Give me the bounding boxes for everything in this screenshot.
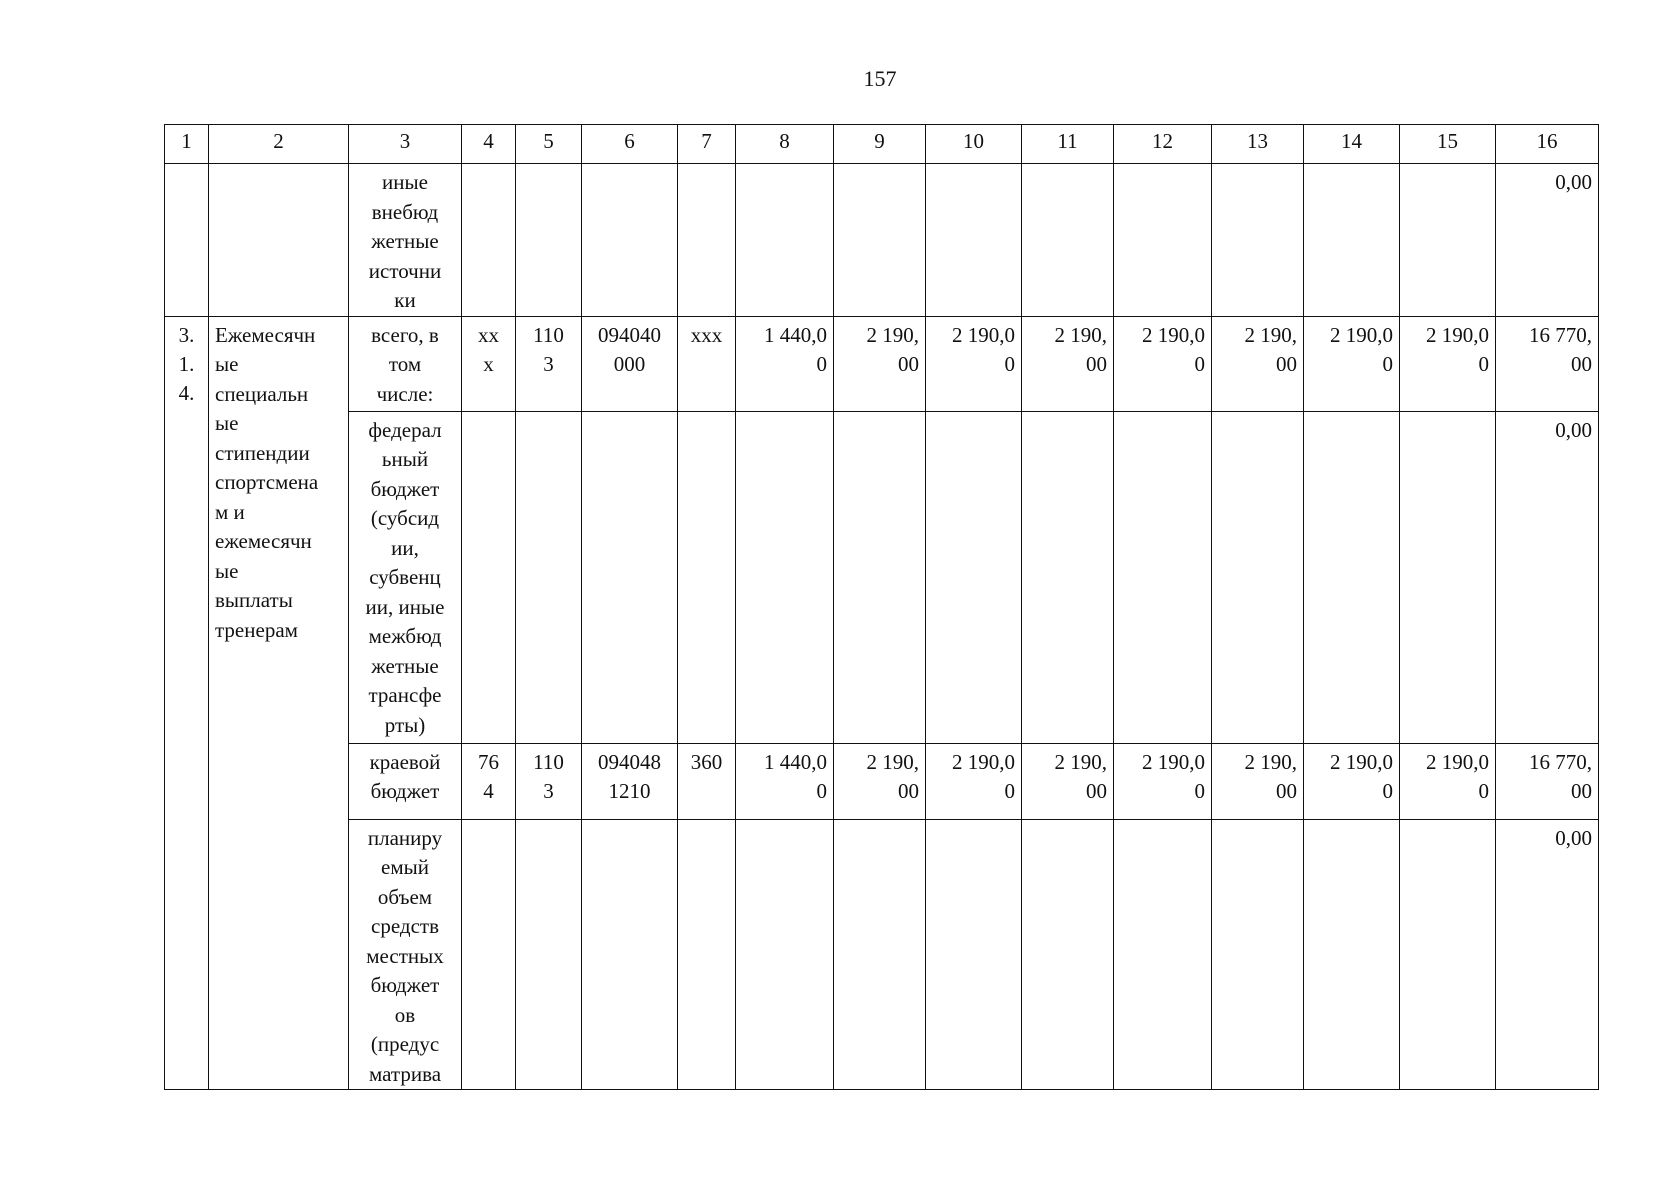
- cell-text-line: местных: [366, 943, 444, 968]
- cell-text-line: специальн: [215, 381, 309, 406]
- source-label: [349, 164, 462, 317]
- cell-text-line: 2 190,0: [1426, 322, 1489, 347]
- header-cell: 14: [1304, 125, 1400, 164]
- total-cell: 0,00: [1496, 411, 1599, 743]
- cell-text-line: 00: [898, 779, 919, 803]
- cell-text-line: 76: [478, 749, 499, 774]
- cell-text-line: жетные: [371, 229, 439, 253]
- cell-text-line: 110: [533, 749, 564, 774]
- value-cell: [1496, 316, 1599, 411]
- cell-text-line: ьный: [381, 447, 429, 471]
- cell-text-line: 3: [543, 779, 554, 803]
- cell-text-line: 2 190,: [1054, 322, 1107, 347]
- value-cell: [678, 316, 736, 411]
- cell-text-line: 110: [533, 322, 564, 347]
- value-cell: [926, 743, 1022, 819]
- header-cell: 15: [1400, 125, 1496, 164]
- header-cell: 3: [349, 125, 462, 164]
- header-cell: 1: [165, 125, 209, 164]
- value-cell: [834, 316, 926, 411]
- cell-text-line: межбюд: [368, 624, 442, 648]
- cell-text-line: 0: [1194, 352, 1205, 376]
- cell-text-line: 3: [543, 352, 554, 376]
- cell-text-line: ые: [215, 352, 239, 376]
- cell-text-line: 1.: [178, 351, 195, 376]
- value-cell: [1212, 316, 1304, 411]
- cell-text-line: 2 190,0: [1142, 322, 1205, 347]
- cell-text-line: 2 190,0: [1330, 322, 1393, 347]
- cell-text-line: источни: [368, 258, 442, 283]
- cell-text-line: 2 190,: [866, 322, 919, 347]
- table-row-local: [165, 819, 1599, 1090]
- cell-text-line: 094048: [598, 749, 661, 774]
- value-cell: [582, 316, 678, 411]
- cell-text-line: 16 770,: [1529, 322, 1592, 347]
- cell-text-line: 1 440,0: [764, 749, 827, 774]
- header-cell: 4: [462, 125, 516, 164]
- value-cell: [582, 743, 678, 819]
- source-label: [349, 743, 462, 819]
- value-cell: [1304, 316, 1400, 411]
- value-cell: [834, 743, 926, 819]
- value-cell: [1022, 316, 1114, 411]
- total-cell: 0,00: [1496, 819, 1599, 1090]
- cell-text-line: 2 190,0: [952, 749, 1015, 774]
- header-cell: 6: [582, 125, 678, 164]
- budget-table: [164, 124, 1599, 1090]
- total-cell: 0,00: [1496, 164, 1599, 317]
- cell-text-line: 00: [1086, 779, 1107, 803]
- cell-text-line: 0: [1004, 352, 1015, 376]
- cell-text-line: Ежемесячн: [215, 322, 316, 347]
- cell-text-line: 0: [816, 779, 827, 803]
- cell-text-line: ов: [394, 1002, 416, 1027]
- cell-text-line: 0: [1194, 779, 1205, 803]
- value-cell: [1114, 743, 1212, 819]
- cell-text-line: средств: [371, 914, 439, 938]
- cell-text-line: том: [388, 352, 422, 376]
- cell-text-line: бюджет: [370, 779, 440, 803]
- cell-text-line: (субсид: [370, 506, 440, 530]
- cell-text-line: спортсмена: [215, 470, 319, 494]
- item-index: [165, 316, 209, 1090]
- value-cell: [1496, 743, 1599, 819]
- page-number: 157: [863, 66, 897, 91]
- value-cell: [1304, 743, 1400, 819]
- table-row-federal: [165, 411, 1599, 743]
- value-cell: [1212, 743, 1304, 819]
- cell-text-line: 4.: [178, 380, 195, 405]
- value-cell: [926, 316, 1022, 411]
- cell-text-line: выплаты: [215, 588, 293, 612]
- cell-text-line: 00: [1276, 779, 1297, 803]
- cell-text-line: объем: [377, 884, 433, 909]
- cell-text-line: х: [483, 352, 494, 376]
- table-row-other-sources: [165, 164, 1599, 317]
- cell-text-line: хх: [478, 322, 499, 347]
- value-cell: [462, 743, 516, 819]
- cell-text-line: трансфе: [368, 683, 442, 707]
- cell-text-line: иные: [382, 170, 428, 194]
- value-cell: [736, 316, 834, 411]
- cell-text-line: 0: [1382, 779, 1393, 803]
- cell-text-line: 00: [1086, 352, 1107, 376]
- cell-text-line: внебюд: [371, 199, 439, 224]
- source-label: [349, 411, 462, 743]
- value-cell: [678, 743, 736, 819]
- cell-text-line: м и: [215, 499, 245, 524]
- cell-text-line: 0: [1382, 352, 1393, 376]
- value-cell: [1022, 743, 1114, 819]
- table-row-total: [165, 316, 1599, 411]
- cell-text-line: 00: [1571, 779, 1592, 803]
- cell-text-line: 2 190,0: [1142, 749, 1205, 774]
- cell-text-line: планиру: [367, 825, 443, 850]
- header-cell: 11: [1022, 125, 1114, 164]
- header-cell: 12: [1114, 125, 1212, 164]
- cell-text-line: 1 440,0: [764, 322, 827, 347]
- header-cell: 2: [209, 125, 349, 164]
- cell-text-line: 0: [816, 352, 827, 376]
- cell-text-line: 3.: [178, 322, 195, 347]
- source-label: [349, 819, 462, 1090]
- cell-text-line: ии,: [391, 535, 419, 560]
- cell-text-line: 00: [898, 352, 919, 376]
- cell-text-line: 2 190,: [1244, 749, 1297, 774]
- cell-text-line: бюджет: [370, 476, 440, 501]
- table-row-regional: [165, 743, 1599, 819]
- cell-text-line: 00: [1276, 352, 1297, 376]
- header-cell: 9: [834, 125, 926, 164]
- header-cell: 13: [1212, 125, 1304, 164]
- cell-text-line: 0: [1004, 779, 1015, 803]
- header-cell: 7: [678, 125, 736, 164]
- cell-text-line: федерал: [368, 417, 442, 442]
- header-cell: 5: [516, 125, 582, 164]
- value-cell: [516, 316, 582, 411]
- value-cell: [516, 743, 582, 819]
- cell-text-line: краевой: [369, 749, 441, 774]
- value-cell: [1114, 316, 1212, 411]
- cell-text-line: 2 190,0: [1426, 749, 1489, 774]
- cell-text-line: ххх: [690, 322, 723, 347]
- cell-text-line: 4: [483, 779, 494, 803]
- item-name: [209, 316, 349, 1090]
- source-label: [349, 316, 462, 411]
- cell-text-line: субвенц: [369, 565, 441, 589]
- cell-text-line: 2 190,0: [952, 322, 1015, 347]
- cell-text-line: 00: [1571, 352, 1592, 376]
- cell-text-line: 094040: [598, 322, 661, 347]
- cell-text-line: 2 190,: [1244, 322, 1297, 347]
- value-cell: [462, 316, 516, 411]
- cell-text-line: (предус: [370, 1032, 440, 1056]
- cell-text-line: ые: [215, 558, 239, 583]
- cell-text-line: матрива: [368, 1061, 442, 1086]
- value-cell: [1400, 743, 1496, 819]
- cell-text-line: 360: [690, 749, 723, 774]
- cell-text-line: бюджет: [370, 973, 440, 997]
- header-cell: 10: [926, 125, 1022, 164]
- cell-text-line: 2 190,: [1054, 749, 1107, 774]
- cell-text-line: стипендии: [215, 440, 310, 465]
- cell-text-line: жетные: [371, 653, 439, 678]
- cell-text-line: числе:: [376, 381, 434, 406]
- value-cell: [1400, 316, 1496, 411]
- cell-text-line: 0: [1478, 352, 1489, 376]
- cell-text-line: 16 770,: [1529, 749, 1592, 774]
- value-cell: [736, 743, 834, 819]
- cell-text-line: 1210: [608, 779, 651, 803]
- cell-text-line: тренерам: [215, 617, 298, 642]
- cell-text-line: 2 190,0: [1330, 749, 1393, 774]
- header-cell: 16: [1496, 125, 1599, 164]
- cell-text-line: 0: [1478, 779, 1489, 803]
- cell-text-line: ежемесячн: [215, 529, 312, 553]
- cell-text-line: ки: [394, 288, 416, 312]
- cell-text-line: 2 190,: [866, 749, 919, 774]
- cell-text-line: емый: [381, 855, 429, 879]
- cell-text-line: 000: [613, 352, 646, 376]
- header-row: [165, 125, 1599, 164]
- cell-text-line: рты): [384, 712, 426, 737]
- header-cell: 8: [736, 125, 834, 164]
- cell-text-line: ые: [215, 411, 239, 435]
- cell-text-line: ии, иные: [365, 594, 445, 619]
- cell-text-line: всего, в: [371, 322, 439, 347]
